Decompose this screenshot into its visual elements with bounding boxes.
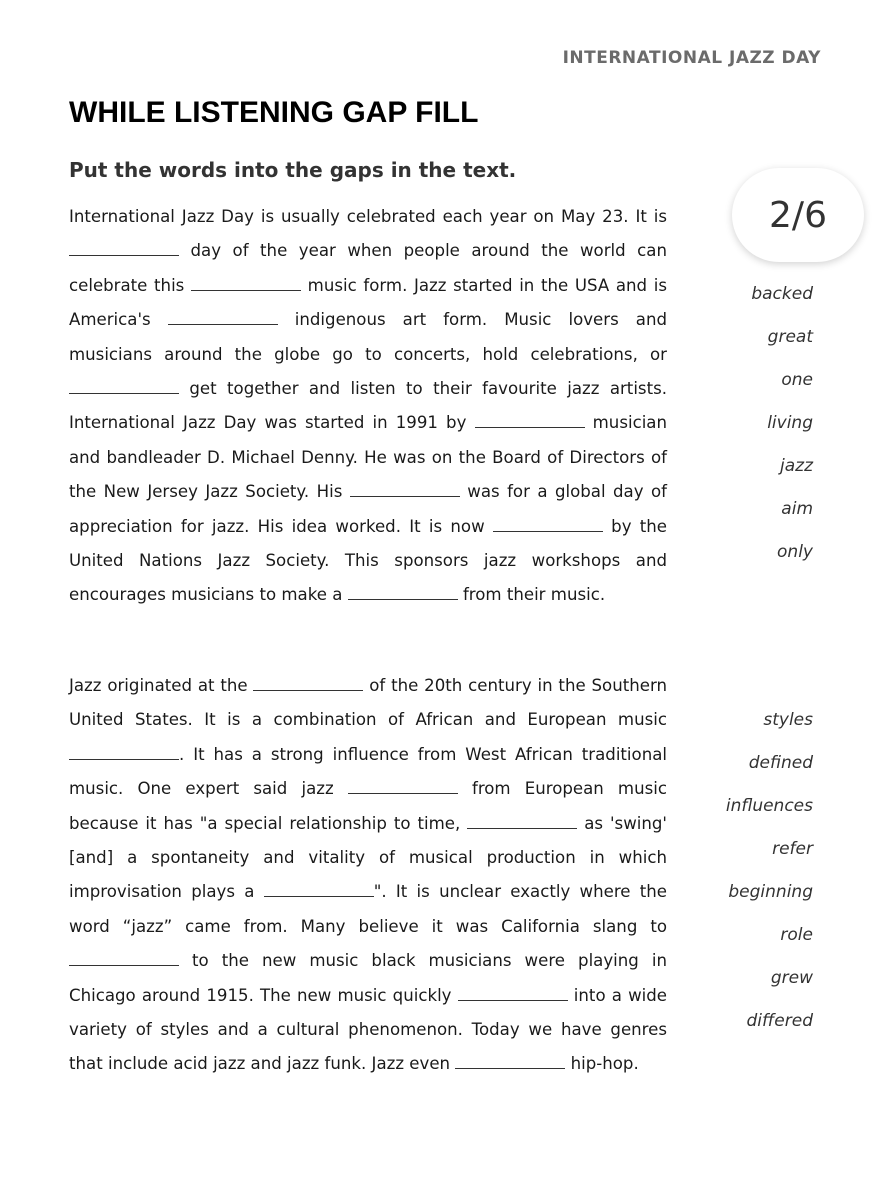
passage-text: ". It is unclear exactly where the word “jazz” came from. Many believe it was California slang to bbox=[69, 882, 668, 936]
word-bank-item: aim bbox=[781, 499, 813, 519]
passage-text: day of the year when people around the world can celebrate this bbox=[69, 241, 667, 295]
passage-text: musician and bandleader D. Michael Denny. He was on the Board of Directors of the New Jersey Jazz Society. His bbox=[69, 413, 667, 502]
gap-blank-6[interactable] bbox=[350, 480, 460, 497]
passage-text: from European music because it has "a special relationship to time, bbox=[69, 779, 667, 833]
gap-blank-3[interactable] bbox=[168, 308, 278, 325]
passage-text: as 'swing' [and] a spontaneity and vitality of musical production in which improvisation plays a bbox=[69, 813, 667, 902]
gap-blank-2[interactable] bbox=[191, 274, 301, 291]
passage-text: music form. Jazz started in the USA and is America's bbox=[69, 275, 667, 330]
word-bank-item: differed bbox=[746, 1011, 813, 1031]
word-bank-item: only bbox=[777, 542, 813, 562]
word-bank-item: living bbox=[767, 413, 813, 433]
passage-text: from their music. bbox=[457, 585, 606, 605]
gap-blank-5[interactable] bbox=[475, 412, 585, 429]
gap-blank-8[interactable] bbox=[348, 584, 458, 601]
word-bank-item: refer bbox=[772, 839, 813, 859]
word-bank-item: role bbox=[780, 925, 813, 945]
passage-text: by the United Nations Jazz Society. This sponsors jazz workshops and encourages musicians to make a bbox=[69, 516, 667, 605]
passage-text: get together and listen to their favourite jazz artists. International Jazz Day was started in 1991 by bbox=[69, 379, 667, 433]
word-bank-item: jazz bbox=[780, 456, 813, 476]
passage-text: into a wide variety of styles and a cultural phenomenon. Today we have genres that include acid jazz and jazz funk. Jazz even bbox=[69, 985, 667, 1074]
gap-blank-9[interactable] bbox=[253, 674, 363, 691]
word-bank-2 bbox=[663, 710, 813, 1054]
passage-text: was for a global day of appreciation for jazz. His idea worked. It is now bbox=[69, 482, 667, 536]
passage-text: . It has a strong influence from West African traditional music. One expert said jazz bbox=[69, 744, 667, 799]
passage-text: of the 20th century in the Southern United States. It is a combination of African and European music bbox=[69, 676, 667, 730]
passage-text: Jazz originated at the bbox=[69, 676, 254, 695]
instruction-text: Put the words into the gaps in the text. bbox=[69, 158, 517, 182]
word-bank-item: beginning bbox=[728, 882, 813, 902]
gap-blank-14[interactable] bbox=[69, 949, 179, 966]
word-bank-item: one bbox=[781, 370, 813, 390]
gap-blank-10[interactable] bbox=[69, 743, 179, 760]
gap-blank-12[interactable] bbox=[467, 812, 577, 829]
passage-text: indigenous art form. Music lovers and musicians around the globe go to concerts, hold celebrations, or bbox=[69, 310, 667, 364]
passage-text: to the new music black musicians were playing in Chicago around 1915. The new music quickly bbox=[69, 951, 667, 1005]
gap-blank-13[interactable] bbox=[264, 881, 374, 898]
word-bank-item: influences bbox=[725, 796, 813, 816]
gap-blank-7[interactable] bbox=[493, 515, 603, 532]
gap-blank-16[interactable] bbox=[455, 1053, 565, 1070]
word-bank-1 bbox=[663, 284, 813, 585]
gap-blank-11[interactable] bbox=[348, 777, 458, 794]
header-label: INTERNATIONAL JAZZ DAY bbox=[562, 48, 821, 68]
word-bank-item: backed bbox=[751, 284, 813, 304]
passage-text: hip-hop. bbox=[565, 1054, 639, 1074]
page-title: WHILE LISTENING GAP FILL bbox=[69, 96, 479, 129]
word-bank-item: great bbox=[767, 327, 813, 347]
passage-paragraph-1 bbox=[69, 200, 667, 613]
gap-blank-1[interactable] bbox=[69, 240, 179, 257]
word-bank-item: grew bbox=[770, 968, 813, 988]
word-bank-item: styles bbox=[763, 710, 813, 730]
passage-text: International Jazz Day is usually celebrated each year on May 23. It is bbox=[69, 207, 667, 226]
passage-paragraph-2 bbox=[69, 669, 667, 1082]
gap-blank-4[interactable] bbox=[69, 377, 179, 394]
page-counter-badge: 2/6 bbox=[732, 168, 864, 262]
word-bank-item: defined bbox=[748, 753, 813, 773]
gap-blank-15[interactable] bbox=[458, 984, 568, 1001]
